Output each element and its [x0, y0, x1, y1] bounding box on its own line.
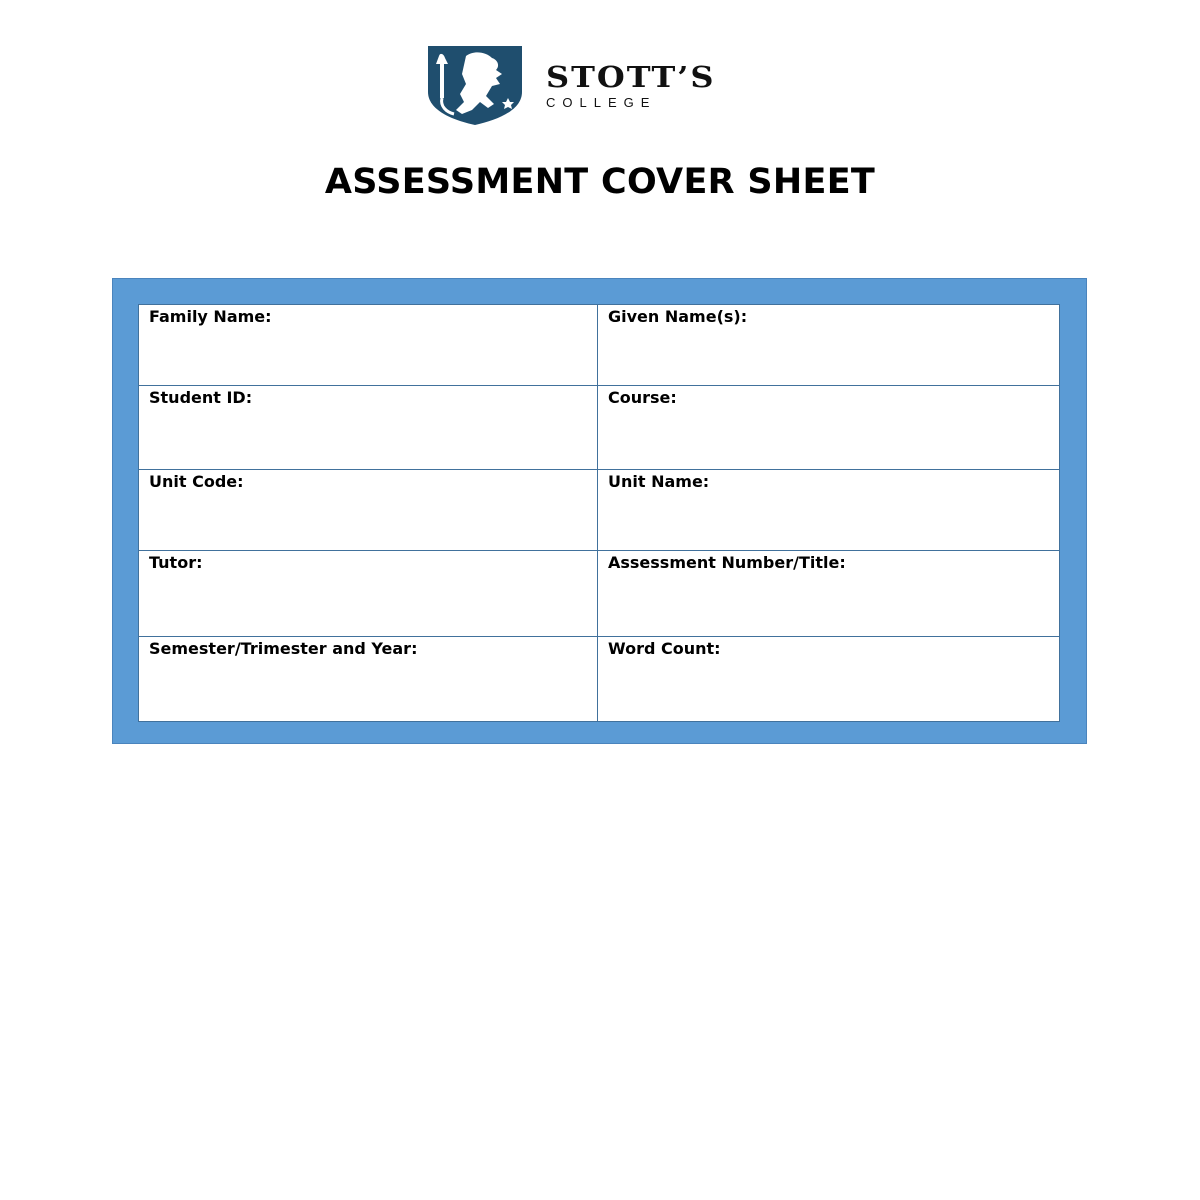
field-given-names[interactable]	[598, 305, 1059, 386]
field-student-id[interactable]	[139, 386, 598, 470]
college-name: STOTT’S	[546, 59, 716, 94]
field-tutor[interactable]	[139, 551, 598, 637]
field-label: Tutor:	[149, 553, 203, 572]
field-label: Unit Code:	[149, 472, 244, 491]
field-semester-year[interactable]	[139, 637, 598, 721]
field-unit-name[interactable]	[598, 470, 1059, 551]
field-label: Unit Name:	[608, 472, 710, 491]
field-course[interactable]	[598, 386, 1059, 470]
field-label: Course:	[608, 388, 677, 407]
cover-sheet-form	[138, 304, 1060, 722]
field-label: Family Name:	[149, 307, 272, 326]
field-label: Given Name(s):	[608, 307, 748, 326]
college-logo	[426, 44, 716, 126]
field-label: Word Count:	[608, 639, 721, 658]
college-subtitle: COLLEGE	[546, 94, 657, 110]
field-label: Student ID:	[149, 388, 253, 407]
field-assessment-title[interactable]	[598, 551, 1059, 637]
field-label: Assessment Number/Title:	[608, 553, 846, 572]
field-family-name[interactable]	[139, 305, 598, 386]
lion-crest-icon	[426, 44, 524, 126]
field-label: Semester/Trimester and Year:	[149, 639, 418, 658]
page-title: ASSESSMENT COVER SHEET	[324, 162, 876, 202]
field-word-count[interactable]	[598, 637, 1059, 721]
field-unit-code[interactable]	[139, 470, 598, 551]
